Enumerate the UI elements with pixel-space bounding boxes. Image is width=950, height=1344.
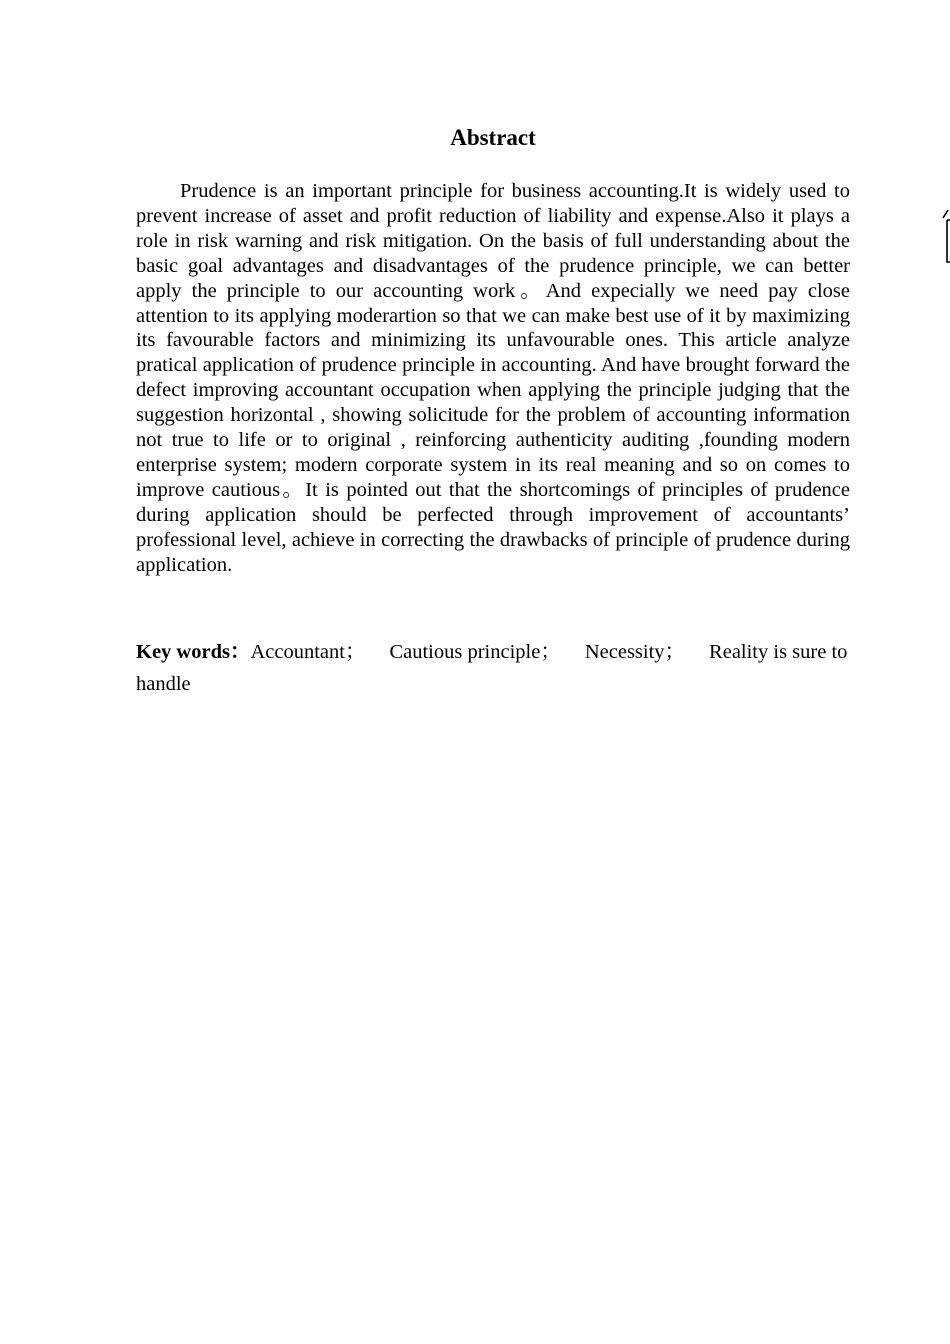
- keyword-item: Accountant；: [250, 641, 366, 663]
- keywords-line: [136, 636, 850, 700]
- page-title: Abstract: [450, 125, 536, 150]
- abstract-paragraph: Prudence is an important principle for business accounting.It is widely used to prevent increase of asset and profit reduction of liability and expense.Also it plays a role in risk warning and risk mitigation. On the basis of full understanding about the basic goal advantages and disadvantages of the prudence principle, we can better apply the principle to our accounting work。And expecially we need pay close attention to its applying moderartion so that we can make best use of it by maximizing its favourable factors and minimizing its unfavourable ones. This article analyze pratical application of prudence principle in accounting. And have brought forward the defect improving accountant occupation when applying the principle judging that the suggestion horizontal , showing solicitude for the problem of accounting information not true to life or to original , reinforcing authenticity auditing ,founding modern enterprise system; modern corporate system in its real meaning and so on comes to improve cautious。It is pointed out that the shortcomings of principles of prudence during application should be perfected through improvement of accountants’ professional level, achieve in correcting the drawbacks of principle of prudence during application.: [136, 180, 850, 576]
- keyword-item: Cautious principle；: [389, 641, 561, 663]
- keyword-item: Necessity；: [584, 641, 686, 663]
- margin-bracket-icon: [941, 208, 950, 264]
- keywords-label: Key words：: [136, 641, 251, 663]
- keyword-item: Reality is sure to handle: [136, 641, 848, 695]
